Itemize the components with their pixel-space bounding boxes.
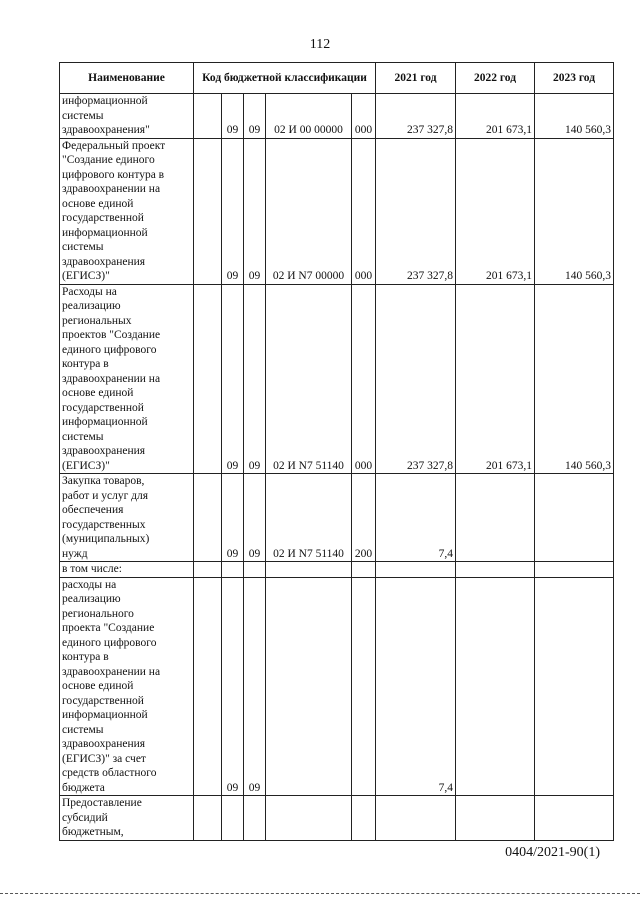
row-code-section: 09: [222, 284, 244, 474]
row-name: Федеральный проект "Создание единого цифрового контура в здравоохранении на основе единой государственной информационной системы здравоохранения (ЕГИСЗ)": [60, 138, 194, 284]
row-2023: 140 560,3: [535, 94, 614, 139]
row-2023: [535, 562, 614, 578]
row-2021: 237 327,8: [376, 284, 456, 474]
row-name: информационной системы здравоохранения": [60, 94, 194, 139]
row-code-type: 000: [352, 284, 376, 474]
row-empty-cell: [194, 94, 222, 139]
row-2022: [456, 562, 535, 578]
table-row: [60, 474, 614, 562]
row-empty-cell: [194, 577, 222, 796]
row-code-section: 09: [222, 94, 244, 139]
table-row: [60, 577, 614, 796]
document-code: 0404/2021-90(1): [505, 845, 600, 860]
row-code-section: 09: [222, 577, 244, 796]
row-code-section: [222, 796, 244, 841]
row-name: Расходы на реализацию региональных проектов "Создание единого цифрового контура в здравоохранении на основе единой государственной информационной системы здравоохранения (ЕГИСЗ)": [60, 284, 194, 474]
row-2022: 201 673,1: [456, 138, 535, 284]
row-code-type: 000: [352, 94, 376, 139]
row-code-type: [352, 562, 376, 578]
row-code-subsection: 09: [244, 284, 266, 474]
row-code-section: 09: [222, 138, 244, 284]
row-code-subsection: 09: [244, 94, 266, 139]
row-2023: [535, 796, 614, 841]
row-empty-cell: [194, 138, 222, 284]
row-code-target: [266, 577, 352, 796]
row-code-subsection: 09: [244, 474, 266, 562]
row-2022: [456, 577, 535, 796]
row-code-target: 02 И N7 00000: [266, 138, 352, 284]
row-code-target: 02 И N7 51140: [266, 474, 352, 562]
row-name: Предоставление субсидий бюджетным,: [60, 796, 194, 841]
header-2023: 2023 год: [535, 63, 614, 94]
table-row: [60, 138, 614, 284]
row-2022: [456, 796, 535, 841]
row-empty-cell: [194, 562, 222, 578]
row-2021: 7,4: [376, 474, 456, 562]
row-name: расходы на реализацию регионального проекта "Создание единого цифрового контура в здравоохранении на основе единой государственной информационной системы здравоохранения (ЕГИСЗ)" за счет средств областного бюджета: [60, 577, 194, 796]
row-2021: [376, 562, 456, 578]
row-2022: [456, 474, 535, 562]
row-2021: 237 327,8: [376, 94, 456, 139]
row-code-type: [352, 796, 376, 841]
header-name: Наименование: [60, 63, 194, 94]
page-number: 112: [309, 37, 331, 52]
table-row: [60, 284, 614, 474]
table-row: [60, 94, 614, 139]
row-empty-cell: [194, 284, 222, 474]
row-code-subsection: [244, 796, 266, 841]
table-row: [60, 562, 614, 578]
row-code-section: [222, 562, 244, 578]
row-2023: [535, 474, 614, 562]
table-row: [60, 796, 614, 841]
row-2021: 237 327,8: [376, 138, 456, 284]
row-2021: 7,4: [376, 577, 456, 796]
row-2023: 140 560,3: [535, 284, 614, 474]
row-code-type: 000: [352, 138, 376, 284]
row-2021: [376, 796, 456, 841]
row-2022: 201 673,1: [456, 94, 535, 139]
row-2022: 201 673,1: [456, 284, 535, 474]
row-code-subsection: 09: [244, 577, 266, 796]
row-empty-cell: [194, 474, 222, 562]
header-2021: 2021 год: [376, 63, 456, 94]
bottom-divider: [0, 893, 640, 894]
row-name: в том числе:: [60, 562, 194, 578]
row-code-target: [266, 562, 352, 578]
row-name: Закупка товаров, работ и услуг для обеспечения государственных (муниципальных) нужд: [60, 474, 194, 562]
header-row: [60, 63, 614, 94]
row-code-target: [266, 796, 352, 841]
budget-table: [59, 62, 614, 841]
row-code-subsection: 09: [244, 138, 266, 284]
row-code-section: 09: [222, 474, 244, 562]
header-2022: 2022 год: [456, 63, 535, 94]
row-empty-cell: [194, 796, 222, 841]
row-2023: 140 560,3: [535, 138, 614, 284]
row-code-target: 02 И N7 51140: [266, 284, 352, 474]
row-code-subsection: [244, 562, 266, 578]
row-2023: [535, 577, 614, 796]
row-code-target: 02 И 00 00000: [266, 94, 352, 139]
row-code-type: [352, 577, 376, 796]
header-code: Код бюджетной классификации: [194, 63, 376, 94]
row-code-type: 200: [352, 474, 376, 562]
